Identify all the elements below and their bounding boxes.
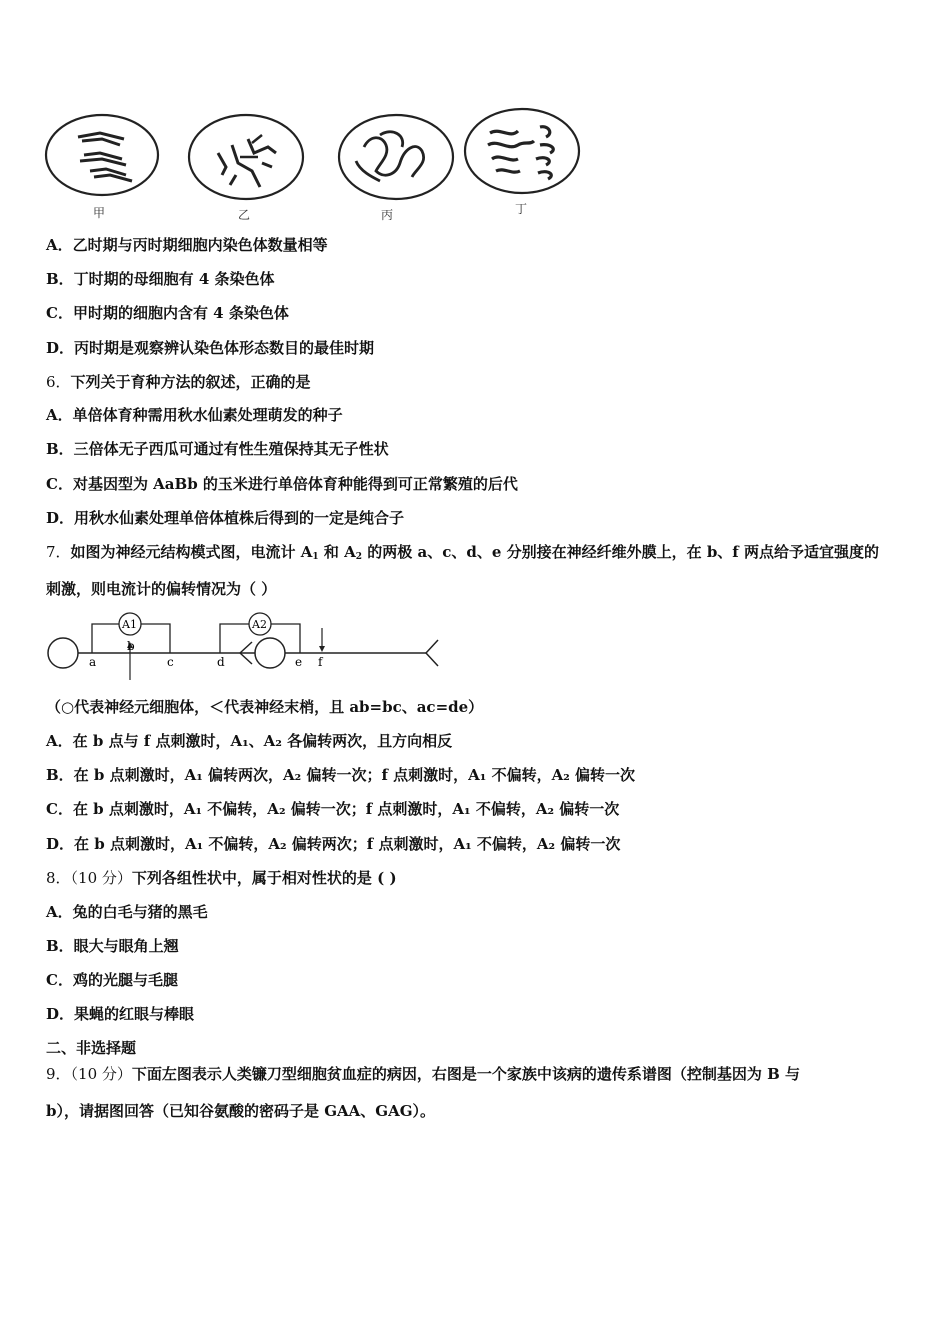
q6-stem: [46, 372, 311, 392]
q6-option-b: B．三倍体无子西瓜可通过有性生殖保持其无子性状: [46, 440, 389, 458]
meter-a1-label: A1: [122, 618, 137, 631]
q5-option-a: A．乙时期与丙时期细胞内染色体数量相等: [46, 236, 328, 254]
cell-label-jia: 甲: [93, 206, 106, 220]
point-f: f: [318, 655, 323, 669]
cell-body-middle: [255, 638, 285, 668]
point-c: c: [167, 655, 174, 669]
q7-option-c: C．在 b 点刺激时，A₁ 不偏转，A₂ 偏转一次；f 点刺激时，A₁ 不偏转，A₂ 偏转一次: [46, 800, 620, 818]
q7-stem-part3: 的两极 a、c、d、e 分别接在神经纤维外膜上，在 b、f 两点给予适宜强度的: [362, 543, 879, 561]
q8-score: （10 分）: [70, 869, 132, 887]
q9-stem-line1: 下面左图表示人类镰刀型细胞贫血症的病因，右图是一个家族中该病的遗传系谱图（控制基因为 B 与: [131, 1065, 801, 1083]
q6-option-d: D．用秋水仙素处理单倍体植株后得到的一定是纯合子: [46, 509, 405, 527]
section-title: 二、非选择题: [46, 1039, 137, 1057]
q8-number: 8．: [46, 869, 71, 887]
point-b: b: [127, 639, 135, 653]
q8-option-a: A．兔的白毛与猪的黑毛: [46, 903, 208, 921]
q6-stem-text: 下列关于育种方法的叙述，正确的是: [70, 373, 311, 391]
cell-label-yi: 乙: [238, 208, 251, 222]
q9-score: （10 分）: [70, 1065, 132, 1083]
q5-option-b: B．丁时期的母细胞有 4 条染色体: [46, 270, 275, 288]
q8-stem: [46, 868, 397, 888]
cell-yi: [189, 115, 303, 222]
q9-number: 9．: [46, 1065, 71, 1083]
q7-option-b: B．在 b 点刺激时，A₁ 偏转两次，A₂ 偏转一次；f 点刺激时，A₁ 不偏转，A₂ 偏转一次: [46, 766, 636, 784]
cell-body-left: [48, 638, 78, 668]
q8-stem-text: 下列各组性状中，属于相对性状的是 ( ): [131, 869, 397, 887]
q7-note: （○代表神经元细胞体，＜代表神经末梢，且 ab=bc、ac=de）: [46, 698, 484, 716]
q6-option-a: A．单倍体育种需用秋水仙素处理萌发的种子: [46, 406, 343, 424]
meter-a2-label: A2: [252, 618, 267, 631]
q6-number: 6．: [46, 373, 71, 391]
q7-sub1: 1: [312, 552, 319, 562]
cell-ding: [465, 109, 579, 216]
cell-label-bing: 丙: [381, 208, 394, 222]
point-a: a: [89, 655, 97, 669]
neuron-diagram: [44, 608, 444, 683]
cell-jia: [46, 115, 158, 220]
q5-option-d: D．丙时期是观察辨认染色体形态数目的最佳时期: [46, 339, 375, 357]
nerve-terminal: [426, 640, 438, 666]
q7-stem-line2: 刺激，则电流计的偏转情况为（ ）: [46, 580, 277, 598]
q8-option-d: D．果蝇的红眼与棒眼: [46, 1005, 195, 1023]
cell-label-ding: 丁: [515, 202, 528, 216]
q7-option-a: A．在 b 点与 f 点刺激时，A₁、A₂ 各偏转两次，且方向相反: [46, 732, 453, 750]
point-d: d: [217, 655, 225, 669]
q7-option-d: D．在 b 点刺激时，A₁ 不偏转，A₂ 偏转两次；f 点刺激时，A₁ 不偏转，A₂ 偏转一次: [46, 835, 621, 853]
q7-number: 7．: [46, 543, 71, 561]
q9-stem-line2: b），请据图回答（已知谷氨酸的密码子是 GAA、GAG）。: [46, 1102, 436, 1120]
q8-option-b: B．眼大与眼角上翘: [46, 937, 179, 955]
q6-option-c: C．对基因型为 AaBb 的玉米进行单倍体育种能得到可正常繁殖的后代: [46, 475, 518, 493]
cell-division-figure: [40, 105, 600, 225]
cell-bing: [339, 115, 453, 222]
point-e: e: [295, 655, 303, 669]
q7-sub2: 2: [355, 552, 363, 562]
q7-stem-part1: 如图为神经元结构模式图，电流计 A: [70, 543, 313, 561]
q7-stem-part2: 和 A: [318, 543, 356, 561]
q7-stem: [46, 542, 879, 562]
q9-stem: [46, 1064, 800, 1084]
q5-option-c: C．甲时期的细胞内含有 4 条染色体: [46, 304, 289, 322]
q8-option-c: C．鸡的光腿与毛腿: [46, 971, 178, 989]
